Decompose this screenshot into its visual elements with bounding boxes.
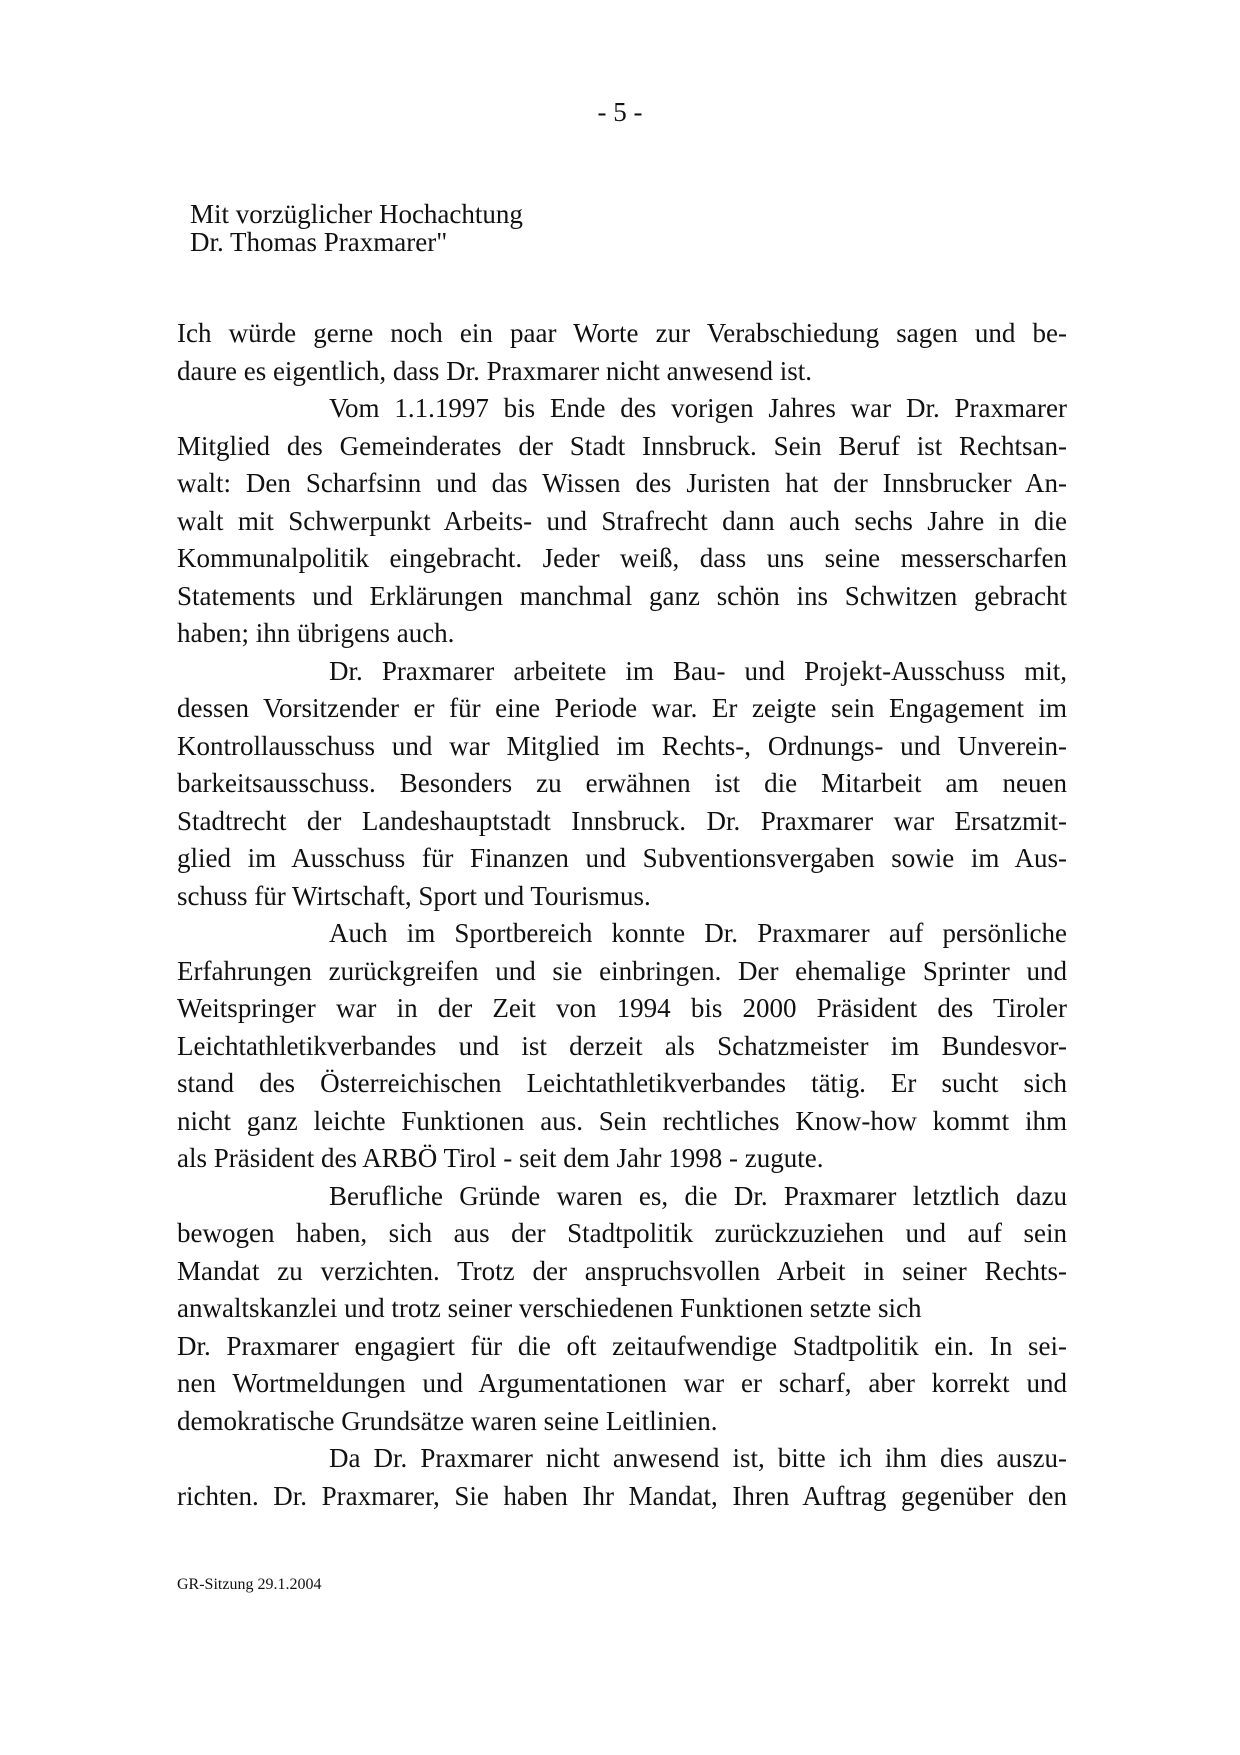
text-line: Leichtathletikverbandes und ist derzeit als Schatzmeister im Bundesvor- (177, 1030, 1067, 1061)
text-line: nicht ganz leichte Funktionen aus. Sein rechtliches Know-how kommt ihm (177, 1105, 1067, 1136)
text-line: Statements und Erklärungen manchmal ganz schön ins Schwitzen gebracht (177, 580, 1067, 611)
text-line: barkeitsausschuss. Besonders zu erwähnen ist die Mitarbeit am neuen (177, 768, 1067, 798)
text-line: bewogen haben, sich aus der Stadtpolitik zurückzuziehen und auf sein (177, 1218, 1067, 1248)
text-line: stand des Österreichischen Leichtathletikverbandes tätig. Er sucht sich (177, 1068, 1067, 1098)
text-line: glied im Ausschuss für Finanzen und Subventionsvergaben sowie im Aus- (177, 843, 1067, 873)
text-line: Mitglied des Gemeinderates der Stadt Innsbruck. Sein Beruf ist Rechtsan- (177, 430, 1067, 461)
text-line: haben; ihn übrigens auch. (177, 618, 455, 648)
text-line: Dr. Praxmarer engagiert für die oft zeitaufwendige Stadtpolitik ein. In sei- (177, 1330, 1067, 1361)
text-line: Kontrollausschuss und war Mitglied im Rechts-, Ordnungs- und Unverein- (177, 730, 1067, 761)
text-line: nen Wortmeldungen und Argumentationen war er scharf, aber korrekt und (177, 1368, 1067, 1398)
text-line: Vom 1.1.1997 bis Ende des vorigen Jahres war Dr. Praxmarer (329, 393, 1067, 423)
footer-session-label: GR-Sitzung 29.1.2004 (177, 1576, 322, 1593)
page-number: - 5 - (597, 97, 643, 127)
speech-text (177, 315, 1067, 1515)
text-line: dessen Vorsitzender er für eine Periode war. Er zeigte sein Engagement im (177, 693, 1067, 723)
letter-closing (190, 200, 523, 256)
text-line: Mandat zu verzichten. Trotz der anspruchsvollen Arbeit in seiner Rechts- (177, 1255, 1067, 1286)
text-line: Kommunalpolitik eingebracht. Jeder weiß, dass uns seine messerscharfen (177, 543, 1067, 573)
text-line: richten. Dr. Praxmarer, Sie haben Ihr Mandat, Ihren Auftrag gegenüber den (177, 1480, 1067, 1511)
text-line: als Präsident des ARBÖ Tirol - seit dem Jahr 1998 - zugute. (177, 1143, 824, 1173)
text-line: Da Dr. Praxmarer nicht anwesend ist, bitte ich ihm dies auszu- (329, 1443, 1067, 1473)
text-line: Ich würde gerne noch ein paar Worte zur Verabschiedung sagen und be- (177, 318, 1067, 348)
text-line: Erfahrungen zurückgreifen und sie einbringen. Der ehemalige Sprinter und (177, 955, 1067, 986)
text-line: demokratische Grundsätze waren seine Leitlinien. (177, 1405, 718, 1436)
text-line: Auch im Sportbereich konnte Dr. Praxmarer auf persönliche (329, 918, 1067, 948)
text-line: Weitspringer war in der Zeit von 1994 bis 2000 Präsident des Tiroler (177, 993, 1067, 1023)
text-line: daure es eigentlich, dass Dr. Praxmarer nicht anwesend ist. (177, 355, 813, 386)
text-line: walt: Den Scharfsinn und das Wissen des Juristen hat der Innsbrucker An- (177, 468, 1067, 498)
text-line: Dr. Praxmarer arbeitete im Bau- und Projekt-Ausschuss mit, (329, 655, 1067, 686)
text-line: anwaltskanzlei und trotz seiner verschiedenen Funktionen setzte sich (177, 1293, 922, 1323)
text-line: Berufliche Gründe waren es, die Dr. Praxmarer letztlich dazu (329, 1180, 1067, 1211)
closing-salutation: Mit vorzüglicher Hochachtung (190, 199, 523, 229)
closing-signature: Dr. Thomas Praxmarer" (190, 227, 448, 257)
text-line: schuss für Wirtschaft, Sport und Tourismus. (177, 880, 651, 911)
text-line: walt mit Schwerpunkt Arbeits- und Strafrecht dann auch sechs Jahre in die (177, 505, 1067, 536)
text-line: Stadtrecht der Landeshauptstadt Innsbruck. Dr. Praxmarer war Ersatzmit- (177, 805, 1067, 836)
